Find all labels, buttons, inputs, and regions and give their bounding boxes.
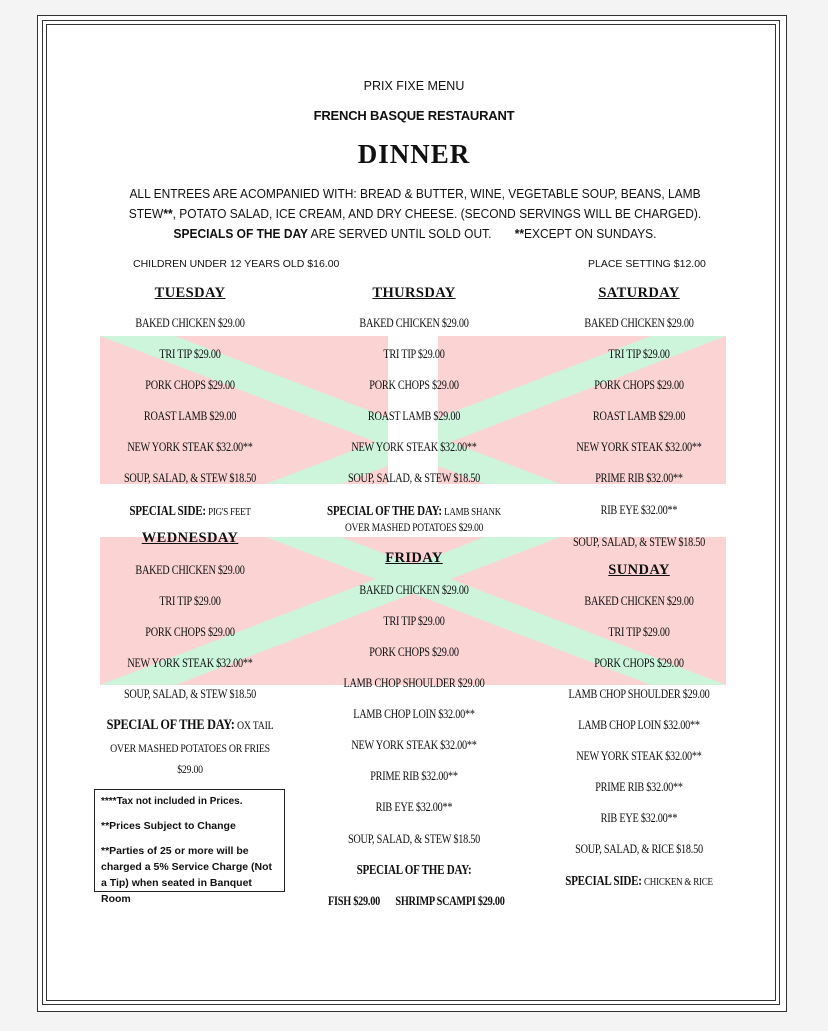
menu-item: ROAST LAMB $29.00 xyxy=(592,409,686,423)
menu-item: ROAST LAMB $29.00 xyxy=(143,409,237,423)
menu-item: BAKED CHICKEN $29.00 xyxy=(584,594,694,608)
thursday-special xyxy=(327,503,501,519)
menu-item: PORK CHOPS $29.00 xyxy=(145,378,235,392)
intro-part3: ARE SERVED UNTIL SOLD OUT. xyxy=(307,226,492,241)
intro-stars1: ** xyxy=(163,206,173,221)
menu-item: PORK CHOPS $29.00 xyxy=(594,378,684,392)
thursday-heading: THURSDAY xyxy=(372,285,456,301)
note-parties: **Parties of 25 or more will be charged a 5% Service Charge (Not a Tip) when seated in Banquet Room xyxy=(101,845,272,905)
menu-item: PORK CHOPS $29.00 xyxy=(369,378,459,392)
page-title: DINNER xyxy=(357,139,471,169)
menu-item: NEW YORK STEAK $32.00** xyxy=(351,738,477,752)
menu-item: PRIME RIB $32.00** xyxy=(595,471,683,485)
special-label: SPECIAL OF THE DAY: xyxy=(106,717,235,733)
friday-special-shrimp: SHRIMP SCAMPI $29.00 xyxy=(395,894,505,908)
saturday-heading: SATURDAY xyxy=(598,285,680,301)
special-label: SPECIAL SIDE: xyxy=(129,503,206,518)
sunday-special xyxy=(565,873,713,889)
friday-heading: FRIDAY xyxy=(385,550,443,566)
menu-item: TRI TIP $29.00 xyxy=(383,347,445,361)
intro-part4: EXCEPT ON SUNDAYS. xyxy=(524,226,657,241)
menu-item: NEW YORK STEAK $32.00** xyxy=(127,656,253,670)
thursday-special-line2: OVER MASHED POTATOES $29.00 xyxy=(344,522,484,534)
menu-item: RIB EYE $32.00** xyxy=(600,503,678,517)
wednesday-special xyxy=(107,717,274,734)
menu-item: PRIME RIB $32.00** xyxy=(370,769,458,783)
intro-part1: ALL ENTREES ARE ACOMPANIED WITH: BREAD & BUTTER, WINE, VEGETABLE SOUP, BEANS, LAMB STEW xyxy=(128,186,701,221)
special-value: OX TAIL xyxy=(236,718,274,732)
wednesday-heading: WEDNESDAY xyxy=(141,530,239,546)
menu-item: BAKED CHICKEN $29.00 xyxy=(359,316,469,330)
menu-item: SOUP, SALAD, & STEW $18.50 xyxy=(123,471,257,485)
menu-item: TRI TIP $29.00 xyxy=(608,625,670,639)
children-price: CHILDREN UNDER 12 YEARS OLD $16.00 xyxy=(133,258,340,270)
tuesday-special xyxy=(129,503,250,519)
special-value: PIG'S FEET xyxy=(208,506,251,518)
friday-special-fish: FISH $29.00 xyxy=(328,894,380,908)
menu-item: RIB EYE $32.00** xyxy=(375,800,453,814)
menu-item: TRI TIP $29.00 xyxy=(159,347,221,361)
sunday-heading: SUNDAY xyxy=(608,562,670,578)
special-label: SPECIAL SIDE: xyxy=(565,873,642,888)
place-setting-price: PLACE SETTING $12.00 xyxy=(588,258,706,270)
wednesday-special-line3: $29.00 xyxy=(177,762,203,776)
menu-item: BAKED CHICKEN $29.00 xyxy=(135,563,245,577)
intro-specials: SPECIALS OF THE DAY xyxy=(173,226,308,241)
menu-item: TRI TIP $29.00 xyxy=(383,614,445,628)
menu-item: LAMB CHOP SHOULDER $29.00 xyxy=(568,687,710,701)
menu-item: NEW YORK STEAK $32.00** xyxy=(127,440,253,454)
menu-item: PRIME RIB $32.00** xyxy=(595,780,683,794)
menu-item: TRI TIP $29.00 xyxy=(608,347,670,361)
menu-item: LAMB CHOP LOIN $32.00** xyxy=(578,718,700,732)
menu-item: SOUP, SALAD, & STEW $18.50 xyxy=(123,687,257,701)
menu-item: SOUP, SALAD, & RICE $18.50 xyxy=(575,842,703,856)
wednesday-special-line2: OVER MASHED POTATOES OR FRIES xyxy=(110,741,270,755)
menu-item: BAKED CHICKEN $29.00 xyxy=(135,316,245,330)
menu-type: PRIX FIXE MENU xyxy=(363,79,465,93)
note-prices: **Prices Subject to Change xyxy=(101,820,236,832)
intro-text xyxy=(121,184,710,244)
menu-item: LAMB CHOP SHOULDER $29.00 xyxy=(343,676,485,690)
special-value: CHICKEN & RICE xyxy=(644,876,713,888)
notes-box xyxy=(94,789,285,905)
menu-item: NEW YORK STEAK $32.00** xyxy=(576,749,702,763)
menu-item: TRI TIP $29.00 xyxy=(159,594,221,608)
menu-item: NEW YORK STEAK $32.00** xyxy=(351,440,477,454)
intro-part2: , POTATO SALAD, ICE CREAM, AND DRY CHEESE. (SECOND SERVINGS WILL BE CHARGED). xyxy=(172,206,702,221)
menu-item: RIB EYE $32.00** xyxy=(600,811,678,825)
menu-item: PORK CHOPS $29.00 xyxy=(369,645,459,659)
restaurant-name: FRENCH BASQUE RESTAURANT xyxy=(313,108,515,123)
special-label: SPECIAL OF THE DAY: xyxy=(326,503,442,518)
menu-item: SOUP, SALAD, & STEW $18.50 xyxy=(572,535,706,549)
intro-stars2: ** xyxy=(514,226,525,241)
menu-item: PORK CHOPS $29.00 xyxy=(145,625,235,639)
menu-item: SOUP, SALAD, & STEW $18.50 xyxy=(347,832,481,846)
menu-item: ROAST LAMB $29.00 xyxy=(367,409,461,423)
menu-item: NEW YORK STEAK $32.00** xyxy=(576,440,702,454)
special-value: LAMB SHANK xyxy=(444,506,502,518)
menu-item: LAMB CHOP LOIN $32.00** xyxy=(353,707,475,721)
menu-item: BAKED CHICKEN $29.00 xyxy=(359,583,469,597)
note-tax: ****Tax not included in Prices. xyxy=(101,796,243,807)
menu-item: SOUP, SALAD, & STEW $18.50 xyxy=(347,471,481,485)
tuesday-heading: TUESDAY xyxy=(154,285,226,301)
menu-item: BAKED CHICKEN $29.00 xyxy=(584,316,694,330)
menu-item: PORK CHOPS $29.00 xyxy=(594,656,684,670)
friday-special-label: SPECIAL OF THE DAY: xyxy=(356,862,472,877)
